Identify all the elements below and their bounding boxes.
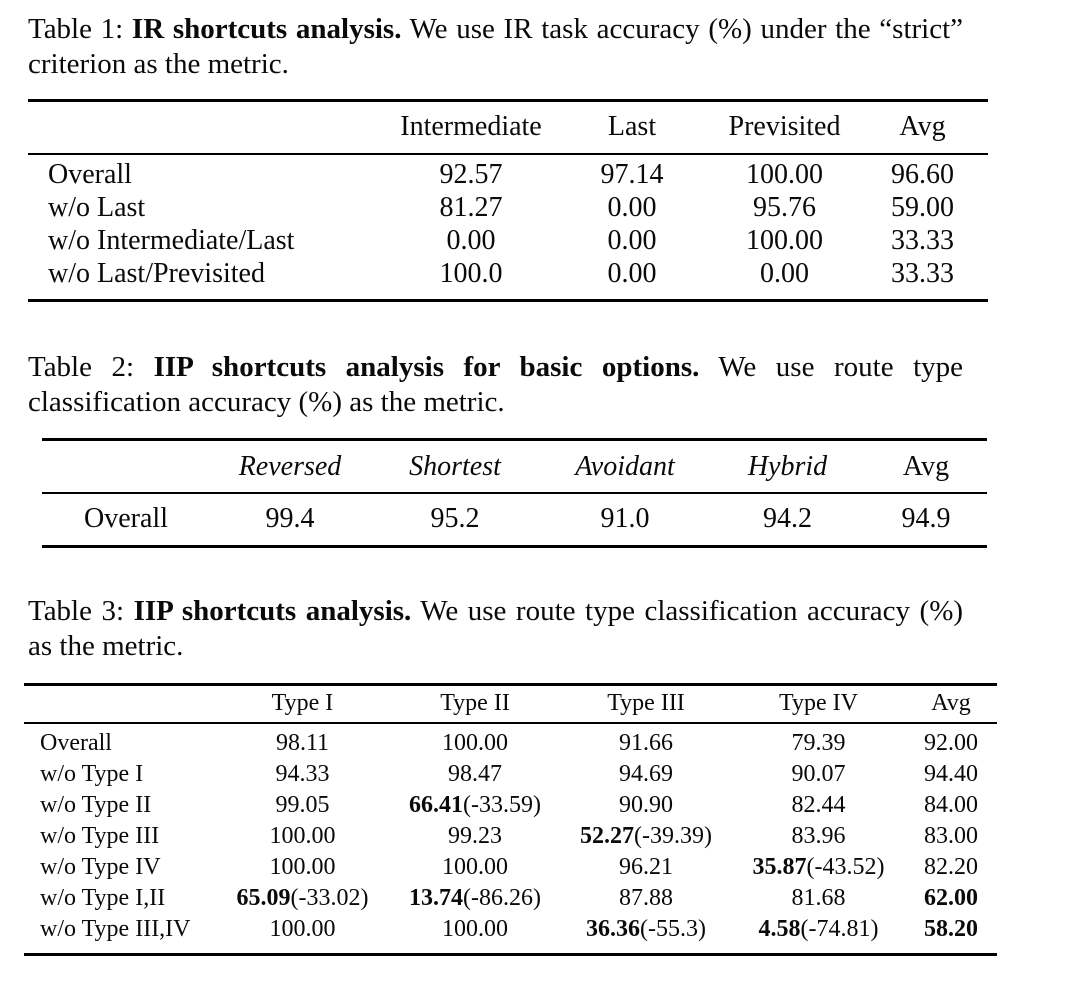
table-cell: 97.14 xyxy=(600,159,664,190)
column-header: Previsited xyxy=(728,111,841,142)
empty-corner-cell xyxy=(24,685,215,724)
table-row xyxy=(24,914,997,955)
table-cell: 92.57 xyxy=(439,159,503,190)
column-header: Avg xyxy=(902,451,950,482)
table-cell: 95.76 xyxy=(753,192,816,223)
table-row xyxy=(42,493,987,547)
table-row xyxy=(28,191,988,224)
table-row xyxy=(28,154,988,191)
table1-caption-title: IR shortcuts analysis. xyxy=(131,13,402,45)
table-cell xyxy=(390,759,560,790)
cell-value: 94.40 xyxy=(924,761,978,787)
cell-value: 100.00 xyxy=(269,823,336,849)
table2-caption-prefix: Table 2: xyxy=(28,351,135,383)
cell-value-bold: 36.36 xyxy=(586,916,640,942)
row-label: w/o Last/Previsited xyxy=(48,258,265,289)
table-cell xyxy=(390,883,560,914)
cell-delta: (-43.52) xyxy=(806,854,885,880)
cell-delta: (-33.59) xyxy=(463,792,541,818)
cell-value: 99.05 xyxy=(275,792,330,818)
table-cell xyxy=(732,821,905,852)
cell-delta: (-86.26) xyxy=(463,885,541,911)
table-cell: 0.00 xyxy=(607,258,657,289)
table-cell: 91.0 xyxy=(600,503,650,534)
table-cell xyxy=(905,723,997,759)
cell-value-bold: 4.58 xyxy=(758,916,801,942)
row-label: w/o Type III xyxy=(40,823,160,849)
cell-value: 81.68 xyxy=(791,885,846,911)
cell-value-bold: 65.09 xyxy=(236,885,291,911)
column-header: Type III xyxy=(607,690,685,716)
table-cell xyxy=(560,759,732,790)
table-cell: 0.00 xyxy=(446,225,496,256)
cell-value: 84.00 xyxy=(924,792,978,818)
cell-value-bold: 52.27 xyxy=(580,823,634,849)
cell-value: 98.47 xyxy=(448,761,502,787)
table-cell xyxy=(905,821,997,852)
table3-header-row xyxy=(24,685,997,724)
table-cell xyxy=(215,790,390,821)
table-row xyxy=(28,224,988,257)
column-header: Hybrid xyxy=(747,451,828,482)
column-header: Type II xyxy=(440,690,510,716)
cell-value: 94.69 xyxy=(619,761,673,787)
cell-delta: (-33.02) xyxy=(290,885,369,911)
row-label: w/o Type IV xyxy=(40,854,161,880)
table1-caption-description: We use IR task accuracy (%) under the “strict” criterion as the metric. xyxy=(28,13,964,80)
table-cell xyxy=(560,914,732,955)
table-cell xyxy=(390,723,560,759)
cell-value: 99.23 xyxy=(448,823,502,849)
table-row xyxy=(24,759,997,790)
table-row xyxy=(24,883,997,914)
cell-value: 100.00 xyxy=(269,854,336,880)
table-cell xyxy=(732,759,905,790)
row-label: w/o Intermediate/Last xyxy=(48,225,295,256)
table2-caption-title: IIP shortcuts analysis for basic options. xyxy=(153,351,700,383)
column-header: Avg xyxy=(899,111,946,142)
cell-delta: (-39.39) xyxy=(634,823,712,849)
table-cell xyxy=(215,852,390,883)
table2-header-row xyxy=(42,440,987,494)
row-label: Overall xyxy=(40,730,112,756)
cell-value: 79.39 xyxy=(791,730,846,756)
cell-value: 100.00 xyxy=(442,854,508,880)
table-cell xyxy=(905,852,997,883)
column-header: Avg xyxy=(931,690,971,716)
row-label: Overall xyxy=(84,503,168,534)
table-cell: 100.00 xyxy=(746,159,823,190)
table-cell xyxy=(215,723,390,759)
column-header: Reversed xyxy=(238,451,342,482)
table-cell xyxy=(905,914,997,955)
column-header: Type I xyxy=(271,690,334,716)
table-cell: 81.27 xyxy=(439,192,503,223)
table3-caption-description: We use route type classification accuracy (%) as the metric. xyxy=(28,595,964,662)
table-cell: 95.2 xyxy=(430,503,480,534)
cell-value: 90.07 xyxy=(791,761,846,787)
row-label: Overall xyxy=(48,159,132,190)
table-cell xyxy=(560,852,732,883)
cell-value-bold: 58.20 xyxy=(924,916,978,942)
table-cell xyxy=(905,759,997,790)
cell-value: 100.00 xyxy=(442,730,508,756)
table-cell xyxy=(390,852,560,883)
cell-value: 91.66 xyxy=(619,730,673,756)
table1-caption xyxy=(28,0,963,82)
table-cell: 94.2 xyxy=(763,503,812,534)
column-header: Shortest xyxy=(409,451,501,482)
table3-caption-title: IIP shortcuts analysis. xyxy=(133,595,412,627)
table-cell: 33.33 xyxy=(891,258,954,289)
table-cell xyxy=(560,723,732,759)
cell-value: 82.20 xyxy=(924,854,978,880)
cell-value: 82.44 xyxy=(791,792,846,818)
table-cell: 0.00 xyxy=(760,258,809,289)
cell-delta: (-55.3) xyxy=(640,916,706,942)
table-cell: 94.9 xyxy=(901,503,951,534)
row-label: w/o Type II xyxy=(40,792,152,818)
table-cell xyxy=(732,723,905,759)
table-cell: 100.00 xyxy=(746,225,823,256)
table-cell xyxy=(215,759,390,790)
table-cell xyxy=(732,852,905,883)
table-cell xyxy=(732,914,905,955)
table-cell: 0.00 xyxy=(607,192,657,223)
row-label: w/o Type III,IV xyxy=(40,916,191,942)
table-cell xyxy=(560,821,732,852)
column-header: Intermediate xyxy=(400,111,542,142)
cell-value: 83.96 xyxy=(791,823,846,849)
cell-value: 83.00 xyxy=(924,823,978,849)
table-row xyxy=(24,723,997,759)
column-header: Avoidant xyxy=(575,451,675,482)
table-cell: 96.60 xyxy=(891,159,954,190)
table-cell xyxy=(560,883,732,914)
table-cell: 33.33 xyxy=(891,225,954,256)
table1-header-row xyxy=(28,101,988,155)
table-cell xyxy=(215,821,390,852)
column-header: Last xyxy=(607,111,657,142)
cell-delta: (-74.81) xyxy=(800,916,879,942)
table-cell: 100.0 xyxy=(439,258,503,289)
table-cell xyxy=(560,790,732,821)
row-label: w/o Type I xyxy=(40,761,144,787)
table-cell: 99.4 xyxy=(265,503,315,534)
cell-value: 100.00 xyxy=(269,916,336,942)
cell-value-bold: 66.41 xyxy=(409,792,463,818)
table2-caption-description: We use route type classification accuracy (%) as the metric. xyxy=(28,351,964,418)
column-header: Type IV xyxy=(779,690,858,716)
table-cell: 59.00 xyxy=(891,192,954,223)
empty-corner-cell xyxy=(42,440,210,494)
table-1 xyxy=(28,99,988,302)
table-row xyxy=(24,821,997,852)
empty-corner-cell xyxy=(28,101,390,155)
table1-caption-prefix: Table 1: xyxy=(28,13,124,45)
cell-value: 98.11 xyxy=(275,730,330,756)
table-cell xyxy=(215,883,390,914)
row-label: w/o Type I,II xyxy=(40,885,166,911)
table-row xyxy=(28,257,988,301)
cell-value-bold: 35.87 xyxy=(752,854,807,880)
table3-caption xyxy=(28,594,963,664)
table-cell xyxy=(390,914,560,955)
table-cell xyxy=(905,790,997,821)
cell-value-bold: 62.00 xyxy=(924,885,978,911)
cell-value: 87.88 xyxy=(619,885,673,911)
table-row xyxy=(24,852,997,883)
table-cell xyxy=(732,883,905,914)
cell-value: 94.33 xyxy=(275,761,330,787)
table3-caption-prefix: Table 3: xyxy=(28,595,125,627)
table-2 xyxy=(42,438,987,548)
table2-caption xyxy=(28,350,963,420)
table-cell: 0.00 xyxy=(607,225,657,256)
table-3 xyxy=(24,683,997,956)
cell-value: 90.90 xyxy=(619,792,673,818)
table-cell xyxy=(390,821,560,852)
table-cell xyxy=(905,883,997,914)
table-cell xyxy=(215,914,390,955)
row-label: w/o Last xyxy=(48,192,146,223)
table-row xyxy=(24,790,997,821)
table-cell xyxy=(390,790,560,821)
cell-value-bold: 13.74 xyxy=(409,885,463,911)
table-cell xyxy=(732,790,905,821)
cell-value: 96.21 xyxy=(619,854,673,880)
cell-value: 92.00 xyxy=(924,730,978,756)
cell-value: 100.00 xyxy=(442,916,508,942)
